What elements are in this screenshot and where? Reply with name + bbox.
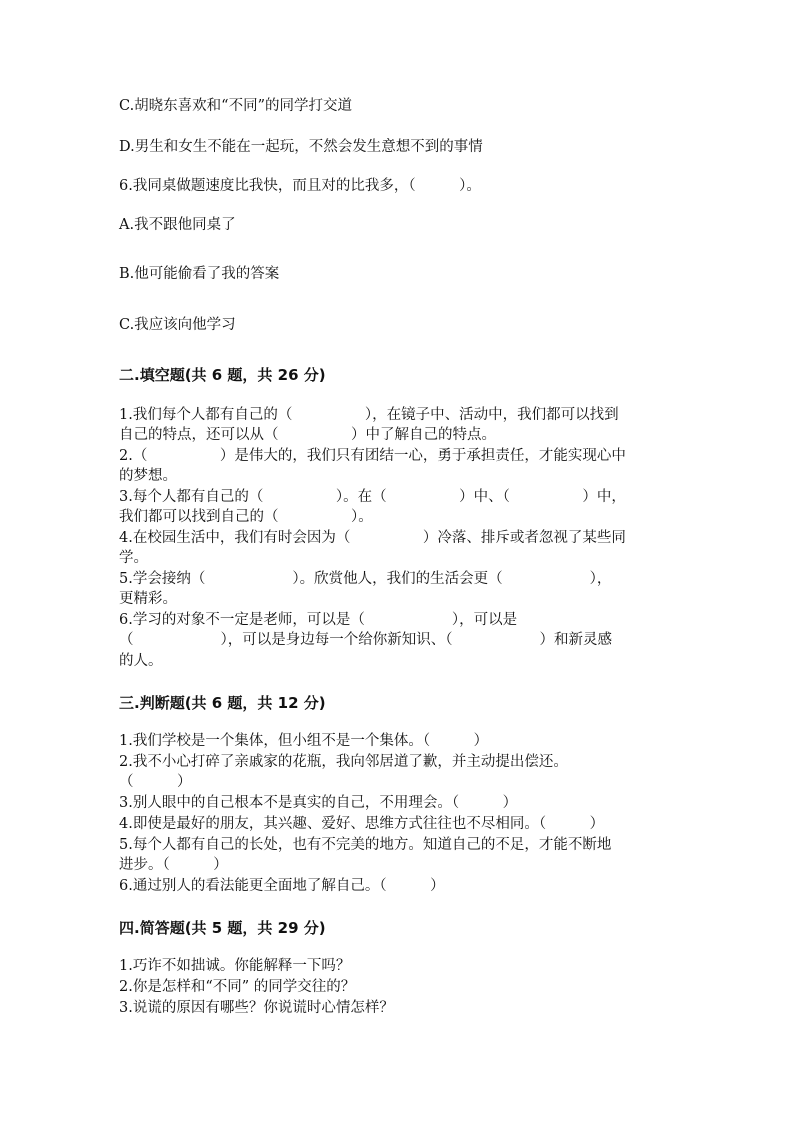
fill-line-2: 自己的特点，还可以从（ ）中了解自己的特点。 <box>119 427 496 443</box>
fill-line-4: 的梦想。 <box>119 468 177 484</box>
fill-line-9: 5.学会接纳（ ）。欣赏他人，我们的生活会更（ ）， <box>119 571 612 587</box>
judge-line-5: 4.即使是最好的朋友，其兴趣、爱好、思维方式往往也不尽相同。（ ） <box>119 816 605 832</box>
judge-line-2: 2.我不小心打碎了亲戚家的花瓶，我向邻居道了歉，并主动提出偿还。 <box>119 754 568 770</box>
short-answer-3: 3.说谎的原因有哪些？你说谎时心情怎样？ <box>119 1000 394 1016</box>
section-4-heading: 四.简答题(共 5 题，共 29 分) <box>119 919 326 937</box>
fill-line-8: 学。 <box>119 550 148 566</box>
question-6-option-b: B.他可能偷看了我的答案 <box>119 266 280 282</box>
judge-line-6: 5.每个人都有自己的长处，也有不完美的地方。知道自己的不足，才能不断地 <box>119 837 612 853</box>
option-c: C.胡晓东喜欢和“不同”的同学打交道 <box>119 98 353 114</box>
option-d: D.男生和女生不能在一起玩，不然会发生意想不到的事情 <box>119 139 483 155</box>
fill-line-5: 3.每个人都有自己的（ ）。在（ ）中、（ ）中， <box>119 489 626 505</box>
section-2-heading: 二.填空题(共 6 题，共 26 分) <box>119 366 326 384</box>
judge-line-8: 6.通过别人的看法能更全面地了解自己。（ ） <box>119 878 445 894</box>
question-6: 6.我同桌做题速度比我快，而且对的比我多，（ ）。 <box>119 178 481 194</box>
section-3-heading: 三.判断题(共 6 题，共 12 分) <box>119 694 326 712</box>
fill-line-13: 的人。 <box>119 653 163 669</box>
judge-line-1: 1.我们学校是一个集体，但小组不是一个集体。（ ） <box>119 733 489 749</box>
judge-line-7: 进步。（ ） <box>119 857 228 873</box>
fill-line-11: 6.学习的对象不一定是老师，可以是（ ），可以是 <box>119 612 518 628</box>
fill-line-3: 2.（ ）是伟大的，我们只有团结一心，勇于承担责任，才能实现心中 <box>119 448 626 464</box>
judge-line-4: 3.别人眼中的自己根本不是真实的自己，不用理会。（ ） <box>119 795 518 811</box>
fill-line-10: 更精彩。 <box>119 591 177 607</box>
question-6-option-a: A.我不跟他同桌了 <box>119 217 236 233</box>
fill-line-6: 我们都可以找到自己的（ ）。 <box>119 509 373 525</box>
judge-line-3: （ ） <box>119 774 192 790</box>
short-answer-1: 1.巧诈不如拙诚。你能解释一下吗？ <box>119 958 351 974</box>
short-answer-2: 2.你是怎样和“不同” 的同学交往的？ <box>119 979 356 995</box>
fill-line-1: 1.我们每个人都有自己的（ ），在镜子中、活动中，我们都可以找到 <box>119 407 619 423</box>
fill-line-12: （ ），可以是身边每一个给你新知识、（ ）和新灵感 <box>119 632 612 648</box>
fill-line-7: 4.在校园生活中，我们有时会因为（ ）冷落、排斥或者忽视了某些同 <box>119 530 626 546</box>
question-6-option-c: C.我应该向他学习 <box>119 317 236 333</box>
